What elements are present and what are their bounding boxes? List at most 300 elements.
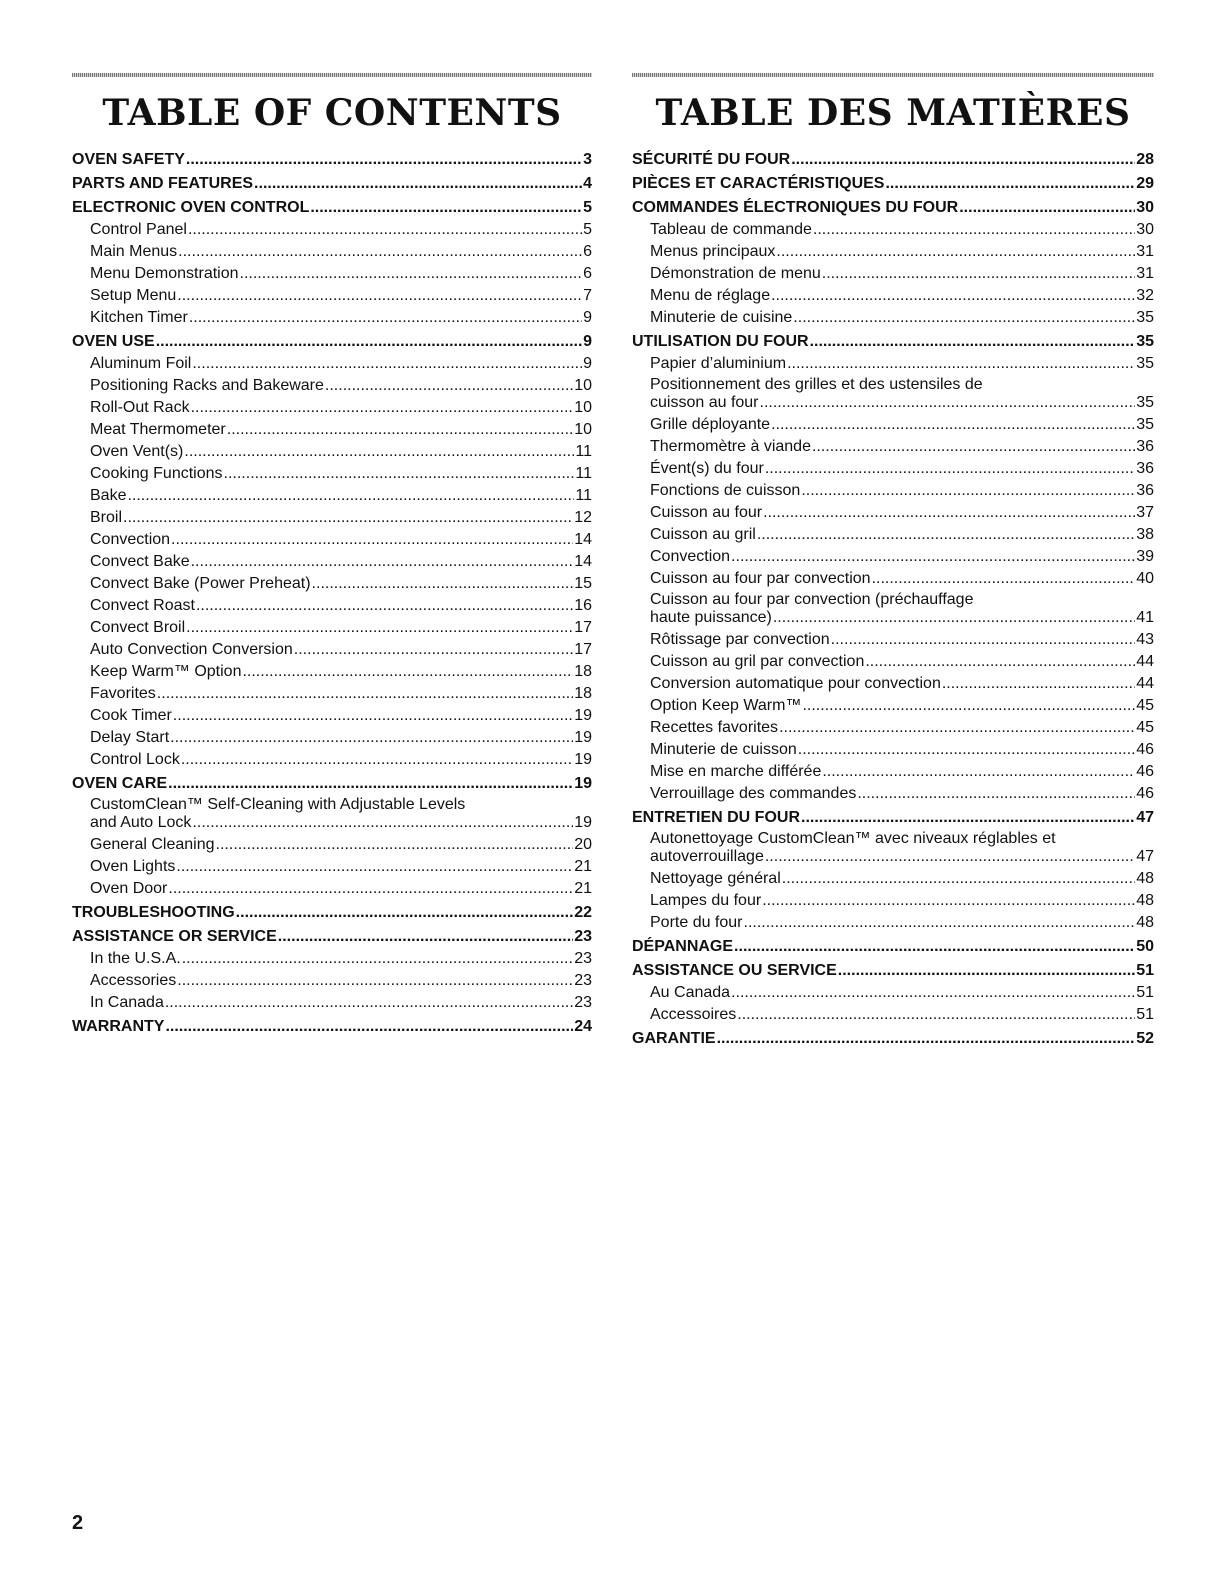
toc-section-entry[interactable] — [632, 331, 1154, 353]
toc-entry-title: Cuisson au four par convection — [650, 570, 871, 587]
toc-entry-page: 18 — [574, 685, 592, 702]
toc-title-french: TABLE DES MATIÈRES — [655, 92, 1131, 134]
toc-entry-title: Recettes favorites — [650, 719, 779, 736]
toc-subsection-entry[interactable] — [632, 436, 1154, 458]
dot-leader — [165, 992, 573, 1014]
toc-entry-page: 44 — [1136, 675, 1154, 692]
dot-leader — [765, 458, 1135, 480]
dot-leader — [838, 960, 1135, 982]
toc-subsection-entry[interactable] — [632, 629, 1154, 651]
toc-entry-title: Cuisson au four — [650, 504, 763, 521]
toc-subsection-entry[interactable] — [72, 241, 592, 263]
toc-entry-title: Option Keep Warm™ — [650, 697, 802, 714]
toc-entry-title: Kitchen Timer — [90, 309, 188, 326]
toc-entry-page: 50 — [1136, 938, 1154, 955]
dot-leader — [191, 397, 574, 419]
toc-entry-first-line: CustomClean™ Self-Cleaning with Adjustable Levels — [90, 796, 466, 813]
toc-entry-page: 43 — [1136, 631, 1154, 648]
toc-entry-title: Mise en marche différée — [650, 763, 822, 780]
toc-entry-title: DÉPANNAGE — [632, 938, 734, 955]
toc-entry-first-line: Positionnement des grilles et des ustensiles de — [650, 376, 983, 393]
toc-section-entry[interactable] — [72, 173, 592, 195]
toc-subsection-entry[interactable] — [72, 219, 592, 241]
toc-entry-page: 10 — [574, 421, 592, 438]
toc-entry-page: 30 — [1136, 199, 1154, 216]
toc-section-entry[interactable] — [72, 331, 592, 353]
dot-leader — [127, 485, 574, 507]
dot-leader — [959, 197, 1135, 219]
dot-leader — [177, 285, 582, 307]
toc-subsection-entry[interactable] — [72, 375, 592, 397]
toc-entry-page: 19 — [574, 814, 592, 831]
toc-entry-page: 52 — [1136, 1030, 1154, 1047]
dot-leader — [171, 529, 573, 551]
toc-subsection-entry[interactable] — [632, 524, 1154, 546]
toc-entry-page: 19 — [574, 775, 592, 792]
toc-entry-title: Roll-Out Rack — [90, 399, 190, 416]
toc-subsection-entry[interactable] — [632, 546, 1154, 568]
toc-entry-title: Convection — [90, 531, 171, 548]
dot-leader — [168, 773, 573, 795]
toc-section-entry[interactable] — [72, 773, 592, 795]
dot-leader — [192, 814, 573, 832]
toc-subsection-entry[interactable] — [72, 617, 592, 639]
toc-entry-title: Keep Warm™ Option — [90, 663, 242, 680]
dot-leader — [181, 749, 573, 771]
toc-entry-title: Setup Menu — [90, 287, 177, 304]
dot-leader — [793, 307, 1135, 329]
toc-subsection-entry[interactable] — [72, 397, 592, 419]
toc-subsection-entry[interactable] — [632, 414, 1154, 436]
toc-subsection-entry[interactable] — [632, 394, 1154, 414]
toc-entry-page: 23 — [574, 928, 592, 945]
toc-section-entry[interactable] — [632, 173, 1154, 195]
toc-entry-page: 14 — [574, 553, 592, 570]
dot-leader — [192, 353, 582, 375]
toc-entry-first-line: Autonettoyage CustomClean™ avec niveaux réglables et — [650, 830, 1056, 847]
toc-entry-title: COMMANDES ÉLECTRONIQUES DU FOUR — [632, 199, 959, 216]
dot-leader — [173, 705, 573, 727]
dot-leader — [186, 149, 582, 171]
toc-entry-page: 28 — [1136, 151, 1154, 168]
toc-entry-page: 20 — [574, 836, 592, 853]
dot-leader — [762, 890, 1135, 912]
dot-leader — [765, 848, 1135, 866]
toc-entry-title: In the U.S.A. — [90, 950, 181, 967]
toc-entry-page: 14 — [574, 531, 592, 548]
toc-section-entry[interactable] — [72, 926, 592, 948]
dot-leader — [831, 629, 1136, 651]
dot-leader — [310, 197, 582, 219]
toc-entry-title: Meat Thermometer — [90, 421, 226, 438]
toc-subsection-entry[interactable] — [72, 705, 592, 727]
toc-subsection-entry[interactable] — [632, 982, 1154, 1004]
toc-section-entry[interactable] — [72, 149, 592, 171]
dot-leader — [872, 568, 1136, 590]
dot-leader — [178, 241, 582, 263]
toc-subsection-entry[interactable] — [632, 502, 1154, 524]
toc-entry-title: ELECTRONIC OVEN CONTROL — [72, 199, 310, 216]
dot-leader — [325, 375, 573, 397]
toc-section-entry[interactable] — [632, 197, 1154, 219]
toc-entry-page: 47 — [1136, 848, 1154, 865]
toc-entry-page: 24 — [574, 1018, 592, 1035]
toc-entry-page: 5 — [583, 221, 592, 238]
toc-subsection-entry[interactable] — [72, 595, 592, 617]
toc-entry-title: Papier d’aluminium — [650, 355, 787, 372]
page-number: 2 — [72, 1512, 84, 1534]
dot-leader — [177, 970, 573, 992]
dot-leader — [294, 639, 573, 661]
toc-subsection-entry[interactable] — [72, 485, 592, 507]
toc-entry-page: 21 — [574, 880, 592, 897]
toc-entry-title: Control Panel — [90, 221, 187, 238]
dot-leader — [791, 149, 1135, 171]
toc-entry-page: 48 — [1136, 914, 1154, 931]
dot-leader — [802, 695, 1135, 717]
dot-leader — [822, 761, 1135, 783]
toc-subsection-entry[interactable] — [72, 834, 592, 856]
header-rule — [632, 73, 1154, 77]
toc-entry-page: 9 — [583, 355, 592, 372]
toc-entry-title: Cuisson au gril — [650, 526, 756, 543]
toc-entry-title: Tableau de commande — [650, 221, 812, 238]
toc-entry-page: 19 — [574, 729, 592, 746]
toc-entry-page: 51 — [1136, 1006, 1154, 1023]
toc-subsection-entry[interactable] — [632, 695, 1154, 717]
toc-subsection-entry[interactable] — [632, 241, 1154, 263]
dot-leader — [242, 661, 573, 683]
toc-entry-title: General Cleaning — [90, 836, 215, 853]
toc-subsection-entry[interactable] — [72, 529, 592, 551]
toc-entry-title: autoverrouillage — [650, 848, 764, 865]
toc-section-entry[interactable] — [72, 902, 592, 924]
toc-entry-title: Accessoires — [650, 1006, 737, 1023]
toc-entry-title: Thermomètre à viande — [650, 438, 811, 455]
toc-section-entry[interactable] — [72, 197, 592, 219]
toc-entry-title: Grille déployante — [650, 416, 771, 433]
dot-leader — [717, 1028, 1136, 1050]
toc-entry-page: 11 — [575, 443, 592, 460]
toc-entry-page: 6 — [583, 243, 592, 260]
toc-entry-title: Delay Start — [90, 729, 170, 746]
toc-section-entry[interactable] — [72, 1016, 592, 1038]
toc-subsection-entry[interactable] — [72, 263, 592, 285]
toc-entry-title: Accessories — [90, 972, 177, 989]
dot-leader — [170, 727, 573, 749]
toc-entry-page: 48 — [1136, 870, 1154, 887]
dot-leader — [810, 331, 1136, 353]
toc-subsection-entry[interactable] — [632, 458, 1154, 480]
toc-entry-title: Nettoyage général — [650, 870, 781, 887]
toc-entry-page: 6 — [583, 265, 592, 282]
toc-entry-title: Aluminum Foil — [90, 355, 192, 372]
toc-section-entry[interactable] — [632, 936, 1154, 958]
toc-entry-page: 19 — [574, 707, 592, 724]
toc-entry-page: 35 — [1136, 309, 1154, 326]
toc-list-english — [72, 149, 592, 1038]
toc-entry-title: cuisson au four — [650, 394, 759, 411]
toc-entry-title: and Auto Lock — [90, 814, 192, 831]
toc-entry-page: 9 — [583, 309, 592, 326]
toc-entry-title: Verrouillage des commandes — [650, 785, 857, 802]
toc-entry-title: TROUBLESHOOTING — [72, 904, 235, 921]
toc-entry-page: 46 — [1136, 741, 1154, 758]
dot-leader — [224, 463, 575, 485]
toc-subsection-entry[interactable] — [72, 573, 592, 595]
toc-entry-title: SÉCURITÉ DU FOUR — [632, 151, 791, 168]
dot-leader — [278, 926, 573, 948]
dot-leader — [216, 834, 574, 856]
dot-leader — [165, 1016, 573, 1038]
header-rule — [72, 73, 592, 77]
toc-entry-page: 17 — [574, 619, 592, 636]
toc-entry-page: 36 — [1136, 438, 1154, 455]
toc-entry-page: 7 — [583, 287, 592, 304]
dot-leader — [737, 1004, 1135, 1026]
dot-leader — [801, 480, 1135, 502]
dot-leader — [168, 878, 573, 900]
toc-subsection-entry[interactable] — [632, 761, 1154, 783]
toc-subsection-entry[interactable] — [632, 480, 1154, 502]
toc-subsection-entry[interactable] — [632, 285, 1154, 307]
toc-entry-page: 12 — [574, 509, 592, 526]
toc-entry-page: 29 — [1136, 175, 1154, 192]
toc-entry-title: Cuisson au gril par convection — [650, 653, 865, 670]
dot-leader — [188, 219, 582, 241]
toc-entry-title: Menus principaux — [650, 243, 776, 260]
dot-leader — [773, 609, 1135, 627]
toc-entry-page: 10 — [574, 399, 592, 416]
dot-leader — [184, 441, 574, 463]
toc-entry-page: 45 — [1136, 697, 1154, 714]
toc-entry-page: 40 — [1136, 570, 1154, 587]
toc-entry-first-line: Cuisson au four par convection (préchauffage — [650, 591, 974, 608]
toc-entry-title: Convect Broil — [90, 619, 186, 636]
toc-subsection-entry[interactable] — [632, 568, 1154, 590]
toc-subsection-entry[interactable] — [632, 609, 1154, 629]
toc-subsection-entry[interactable] — [72, 507, 592, 529]
dot-leader — [812, 436, 1135, 458]
toc-entry-title: Oven Vent(s) — [90, 443, 184, 460]
toc-entry-title: Minuterie de cuisine — [650, 309, 793, 326]
toc-entry-title: WARRANTY — [72, 1018, 165, 1035]
toc-entry-page: 35 — [1136, 394, 1154, 411]
toc-entry-title: Bake — [90, 487, 127, 504]
toc-subsection-entry[interactable] — [72, 419, 592, 441]
toc-entry-title: haute puissance) — [650, 609, 772, 626]
toc-subsection-entry[interactable] — [632, 912, 1154, 934]
toc-entry-title: Oven Lights — [90, 858, 176, 875]
toc-entry-page: 47 — [1136, 809, 1154, 826]
toc-entry-page: 23 — [574, 994, 592, 1011]
dot-leader — [787, 353, 1135, 375]
toc-entry-title: Broil — [90, 509, 123, 526]
toc-subsection-entry[interactable] — [72, 856, 592, 878]
toc-entry-title: ASSISTANCE OR SERVICE — [72, 928, 277, 945]
toc-subsection-entry[interactable] — [72, 683, 592, 705]
toc-subsection-entry[interactable] — [72, 353, 592, 375]
toc-entry-title: Auto Convection Conversion — [90, 641, 293, 658]
toc-entry-title: Au Canada — [650, 984, 731, 1001]
toc-entry-title: Lampes du four — [650, 892, 762, 909]
toc-entry-page: 31 — [1136, 243, 1154, 260]
dot-leader — [763, 502, 1135, 524]
dot-leader — [757, 524, 1135, 546]
toc-entry-page: 16 — [574, 597, 592, 614]
toc-section-entry[interactable] — [632, 960, 1154, 982]
toc-entry-page: 35 — [1136, 416, 1154, 433]
toc-entry-page: 36 — [1136, 482, 1154, 499]
toc-entry-title: Minuterie de cuisson — [650, 741, 797, 758]
dot-leader — [186, 617, 573, 639]
toc-section-entry[interactable] — [632, 807, 1154, 829]
toc-entry-title: Cooking Functions — [90, 465, 223, 482]
toc-subsection-entry[interactable] — [632, 263, 1154, 285]
toc-entry-page: 46 — [1136, 785, 1154, 802]
toc-subsection-entry[interactable] — [72, 948, 592, 970]
dot-leader — [779, 717, 1135, 739]
toc-subsection-entry[interactable] — [632, 783, 1154, 805]
toc-subsection-entry[interactable] — [632, 890, 1154, 912]
dot-leader — [731, 982, 1135, 1004]
toc-entry-page: 23 — [574, 972, 592, 989]
toc-entry-title: ENTRETIEN DU FOUR — [632, 809, 800, 826]
toc-subsection-entry[interactable] — [632, 848, 1154, 868]
toc-entry-title: Control Lock — [90, 751, 180, 768]
toc-subsection-entry[interactable] — [632, 353, 1154, 375]
toc-subsection-entry[interactable] — [72, 970, 592, 992]
toc-subsection-entry[interactable] — [632, 651, 1154, 673]
dot-leader — [182, 948, 573, 970]
dot-leader — [123, 507, 573, 529]
toc-entry-title: Convect Bake (Power Preheat) — [90, 575, 311, 592]
toc-entry-title: Évent(s) du four — [650, 460, 764, 477]
toc-entry-title: Fonctions de cuisson — [650, 482, 801, 499]
toc-entry-page: 41 — [1136, 609, 1154, 626]
toc-entry-title: OVEN USE — [72, 333, 155, 350]
dot-leader — [885, 173, 1135, 195]
toc-entry-title: Menu Demonstration — [90, 265, 239, 282]
toc-entry-title: Favorites — [90, 685, 156, 702]
toc-entry-page: 32 — [1136, 287, 1154, 304]
toc-subsection-entry[interactable] — [72, 285, 592, 307]
toc-section-entry[interactable] — [632, 149, 1154, 171]
toc-subsection-entry[interactable] — [72, 661, 592, 683]
toc-entry-page: 22 — [574, 904, 592, 921]
dot-leader — [236, 902, 574, 924]
dot-leader — [782, 868, 1135, 890]
toc-entry-page: 3 — [583, 151, 592, 168]
toc-subsection-entry[interactable] — [72, 992, 592, 1014]
toc-entry-page: 15 — [574, 575, 592, 592]
toc-subsection-entry[interactable] — [632, 1004, 1154, 1026]
toc-entry-title: Oven Door — [90, 880, 168, 897]
toc-entry-title: OVEN SAFETY — [72, 151, 185, 168]
toc-list-french — [632, 149, 1154, 1050]
toc-subsection-entry[interactable] — [72, 441, 592, 463]
toc-french-column — [632, 73, 1154, 1050]
toc-entry-title: Porte du four — [650, 914, 743, 931]
toc-subsection-entry[interactable] — [632, 673, 1154, 695]
toc-subsection-entry[interactable] — [632, 868, 1154, 890]
toc-entry-page: 38 — [1136, 526, 1154, 543]
dot-leader — [760, 394, 1136, 412]
toc-entry-title: Menu de réglage — [650, 287, 771, 304]
dot-leader — [189, 307, 582, 329]
toc-entry-page: 48 — [1136, 892, 1154, 909]
toc-entry-page: 5 — [583, 199, 592, 216]
toc-subsection-entry[interactable] — [632, 717, 1154, 739]
toc-entry-page: 39 — [1136, 548, 1154, 565]
dot-leader — [822, 263, 1135, 285]
toc-entry-title: OVEN CARE — [72, 775, 168, 792]
toc-entry-title: Conversion automatique pour convection — [650, 675, 941, 692]
toc-title-english: TABLE OF CONTENTS — [102, 92, 562, 134]
dot-leader — [865, 651, 1135, 673]
toc-entry-page: 9 — [583, 333, 592, 350]
toc-subsection-entry[interactable] — [72, 639, 592, 661]
toc-entry-title: PIÈCES ET CARACTÉRISTIQUES — [632, 175, 885, 192]
toc-entry-page: 35 — [1136, 333, 1154, 350]
dot-leader — [731, 546, 1135, 568]
toc-entry-title: Rôtissage par convection — [650, 631, 830, 648]
dot-leader — [196, 595, 573, 617]
toc-entry-title: Main Menus — [90, 243, 178, 260]
toc-subsection-entry[interactable] — [72, 749, 592, 771]
dot-leader — [734, 936, 1135, 958]
toc-entry-page: 18 — [574, 663, 592, 680]
toc-entry-page: 31 — [1136, 265, 1154, 282]
toc-subsection-entry[interactable] — [72, 878, 592, 900]
toc-subsection-entry[interactable] — [632, 739, 1154, 761]
toc-subsection-entry[interactable] — [632, 219, 1154, 241]
toc-english-column — [72, 73, 592, 1038]
toc-entry-title: ASSISTANCE OU SERVICE — [632, 962, 837, 979]
toc-entry-page: 17 — [574, 641, 592, 658]
dot-leader — [942, 673, 1135, 695]
toc-subsection-entry[interactable] — [72, 814, 592, 834]
toc-entry-page: 35 — [1136, 355, 1154, 372]
toc-subsection-entry[interactable] — [72, 463, 592, 485]
toc-entry-title: UTILISATION DU FOUR — [632, 333, 809, 350]
toc-entry-page: 46 — [1136, 763, 1154, 780]
toc-entry-page: 51 — [1136, 984, 1154, 1001]
toc-entry-page: 23 — [574, 950, 592, 967]
toc-entry-page: 51 — [1136, 962, 1154, 979]
toc-subsection-entry[interactable] — [72, 727, 592, 749]
toc-section-entry[interactable] — [632, 1028, 1154, 1050]
toc-entry-page: 44 — [1136, 653, 1154, 670]
dot-leader — [813, 219, 1135, 241]
dot-leader — [191, 551, 574, 573]
toc-entry-page: 19 — [574, 751, 592, 768]
toc-subsection-entry[interactable] — [72, 307, 592, 329]
toc-entry-title: Cook Timer — [90, 707, 172, 724]
toc-entry-title: PARTS AND FEATURES — [72, 175, 254, 192]
toc-entry-page: 30 — [1136, 221, 1154, 238]
toc-entry-page: 4 — [583, 175, 592, 192]
dot-leader — [857, 783, 1135, 805]
toc-entry-page: 36 — [1136, 460, 1154, 477]
toc-subsection-entry[interactable] — [72, 551, 592, 573]
dot-leader — [312, 573, 574, 595]
toc-entry-title: GARANTIE — [632, 1030, 716, 1047]
toc-entry-title: Démonstration de menu — [650, 265, 821, 282]
dot-leader — [240, 263, 583, 285]
toc-subsection-entry[interactable] — [632, 307, 1154, 329]
dot-leader — [176, 856, 573, 878]
